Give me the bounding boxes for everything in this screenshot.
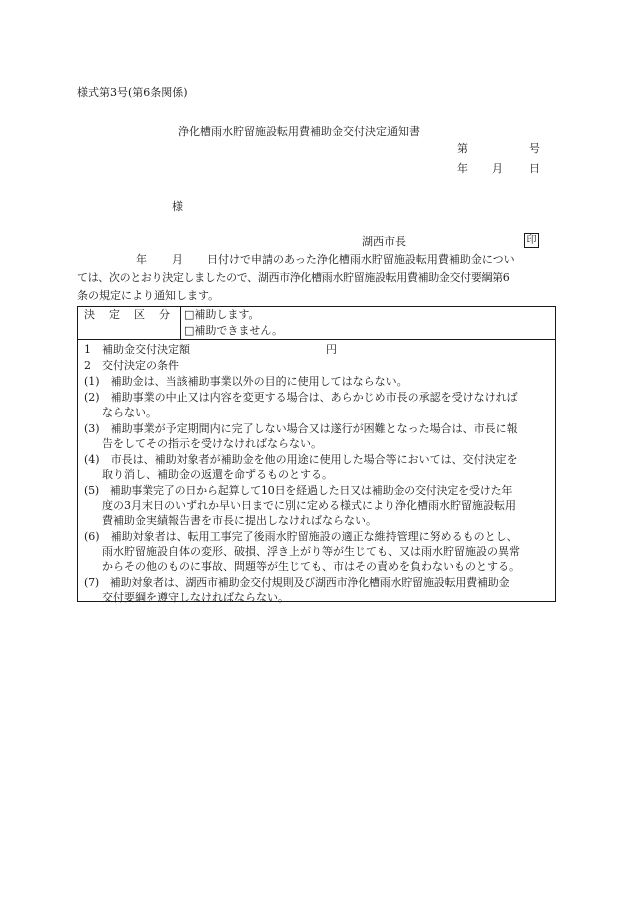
document-title: 浄化槽雨水貯留施設転用費補助金交付決定通知書 bbox=[178, 125, 420, 138]
header-char: 決 bbox=[84, 308, 95, 321]
date-day: 日 bbox=[529, 162, 540, 175]
header-char: 区 bbox=[134, 308, 145, 321]
body-line1: 日付けで申請のあった浄化槽雨水貯留施設転用費補助金につい bbox=[207, 253, 515, 266]
body-year: 年 bbox=[136, 253, 147, 266]
table-rule bbox=[78, 339, 555, 340]
condition-4-cont: 取り消し、補助金の返還を命ずるものとする。 bbox=[102, 468, 333, 481]
condition-3-cont: 告をしてその指示を受けなければならない。 bbox=[102, 437, 322, 450]
condition-5-cont: 度の3月末日のいずれか早い日までに別に定める様式により浄化槽雨水貯留施設転用 bbox=[102, 499, 516, 512]
issuer-name: 湖西市長 bbox=[362, 235, 406, 248]
condition-1: (1) 補助金は、当該補助事業以外の目的に使用してはならない。 bbox=[84, 375, 408, 388]
decision-header bbox=[84, 308, 170, 321]
decision-table bbox=[77, 306, 556, 602]
number-prefix: 第 bbox=[457, 142, 468, 155]
condition-6: (6) 補助対象者は、転用工事完了後雨水貯留施設の適正な維持管理に努めるものとし、 bbox=[84, 530, 518, 543]
number-suffix: 号 bbox=[529, 142, 540, 155]
form-label: 様式第3号(第6条関係) bbox=[77, 86, 188, 99]
option-reject: □補助できません。 bbox=[184, 324, 284, 337]
condition-3: (3) 補助事業が予定期間内に完了しない場合又は遂行が困難となった場合は、市長に報 bbox=[84, 422, 518, 435]
condition-7: (7) 補助対象者は、湖西市補助金交付規則及び湖西市浄化槽雨水貯留施設転用費補助金 bbox=[84, 576, 510, 589]
header-char: 定 bbox=[109, 308, 120, 321]
seal-mark: 印 bbox=[524, 233, 539, 248]
date-month: 月 bbox=[492, 162, 503, 175]
header-char: 分 bbox=[159, 308, 170, 321]
item1-unit: 円 bbox=[326, 343, 337, 356]
condition-6-cont: からその他のものに事故、問題等が生じても、市はその責めを負わないものとする。 bbox=[102, 560, 520, 573]
body-line3: 条の規定により通知します。 bbox=[77, 289, 220, 302]
addressee-suffix: 様 bbox=[172, 200, 183, 213]
condition-5-cont: 費補助金実績報告書を市長に提出しなければならない。 bbox=[102, 514, 377, 527]
date-year: 年 bbox=[457, 162, 468, 175]
condition-2-cont: ならない。 bbox=[102, 406, 157, 419]
item2-label: 2 交付決定の条件 bbox=[84, 359, 179, 372]
condition-2: (2) 補助事業の中止又は内容を変更する場合は、あらかじめ市長の承認を受けなければ bbox=[84, 391, 518, 404]
condition-7-cont: 交付要綱を遵守しなければならない。 bbox=[102, 591, 289, 604]
option-approve: □補助します。 bbox=[184, 308, 260, 321]
item1-label: 1 補助金交付決定額 bbox=[84, 343, 190, 356]
body-line2: ては、次のとおり決定しましたので、湖西市浄化槽雨水貯留施設転用費補助金交付要綱第6 bbox=[77, 271, 510, 284]
condition-5: (5) 補助事業完了の日から起算して10日を経過した日又は補助金の交付決定を受けた年 bbox=[84, 484, 513, 497]
table-divider bbox=[180, 307, 181, 339]
condition-4: (4) 市長は、補助対象者が補助金を他の用途に使用した場合等においては、交付決定を bbox=[84, 453, 518, 466]
condition-6-cont: 雨水貯留施設自体の変形、破損、浮き上がり等が生じても、又は雨水貯留施設の異常 bbox=[102, 545, 520, 558]
body-month: 月 bbox=[172, 253, 183, 266]
